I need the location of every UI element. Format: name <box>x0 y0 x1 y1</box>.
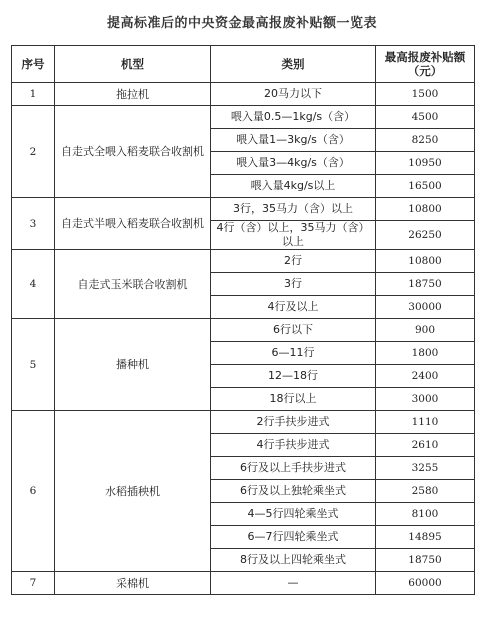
table-row <box>12 83 475 106</box>
category-cell: 6—7行四轮乘坐式 <box>211 526 376 549</box>
machine-cell: 采棉机 <box>55 572 211 595</box>
seq-cell: 2 <box>12 106 55 198</box>
category-cell: 12—18行 <box>211 365 376 388</box>
amount-cell: 2400 <box>376 365 475 388</box>
seq-cell: 3 <box>12 198 55 250</box>
amount-cell: 26250 <box>376 221 475 250</box>
seq-cell: 4 <box>12 250 55 319</box>
amount-cell: 2580 <box>376 480 475 503</box>
category-cell: 4行及以上 <box>211 296 376 319</box>
amount-cell: 900 <box>376 319 475 342</box>
category-cell: 3行 <box>211 273 376 296</box>
amount-cell: 3000 <box>376 388 475 411</box>
machine-cell: 水稻插秧机 <box>55 411 211 572</box>
category-cell: 8行及以上四轮乘坐式 <box>211 549 376 572</box>
table-title: 提高标准后的中央资金最高报废补贴额一览表 <box>106 16 377 31</box>
amount-cell: 10800 <box>376 250 475 273</box>
machine-cell: 拖拉机 <box>55 83 211 106</box>
table-row <box>12 250 475 273</box>
machine-cell: 自走式半喂入稻麦联合收割机 <box>55 198 211 250</box>
amount-cell: 2610 <box>376 434 475 457</box>
amount-cell: 4500 <box>376 106 475 129</box>
amount-cell: 18750 <box>376 549 475 572</box>
header-subsidy: 最高报废补贴额（元） <box>376 46 475 83</box>
amount-cell: 1500 <box>376 83 475 106</box>
amount-cell: 3255 <box>376 457 475 480</box>
amount-cell: 10950 <box>376 152 475 175</box>
header-category: 类别 <box>211 46 376 83</box>
table-row <box>12 198 475 221</box>
table-body <box>12 83 475 595</box>
amount-cell: 30000 <box>376 296 475 319</box>
table-row <box>12 411 475 434</box>
category-cell: 4—5行四轮乘坐式 <box>211 503 376 526</box>
category-cell: 喂入量4kg/s以上 <box>211 175 376 198</box>
category-cell: 18行以上 <box>211 388 376 411</box>
amount-cell: 10800 <box>376 198 475 221</box>
amount-cell: 1110 <box>376 411 475 434</box>
amount-cell: 1800 <box>376 342 475 365</box>
header-seq: 序号 <box>12 46 55 83</box>
category-cell: 4行手扶步进式 <box>211 434 376 457</box>
amount-cell: 8100 <box>376 503 475 526</box>
machine-cell: 自走式玉米联合收割机 <box>55 250 211 319</box>
table-row <box>12 106 475 129</box>
amount-cell: 8250 <box>376 129 475 152</box>
amount-cell: 18750 <box>376 273 475 296</box>
category-cell: 6行及以上手扶步进式 <box>211 457 376 480</box>
seq-cell: 5 <box>12 319 55 411</box>
table-row <box>12 572 475 595</box>
header-row <box>12 46 475 83</box>
seq-cell: 7 <box>12 572 55 595</box>
category-cell: 2行 <box>211 250 376 273</box>
category-cell: — <box>211 572 376 595</box>
category-cell: 4行（含）以上，35马力（含）以上 <box>211 221 376 250</box>
amount-cell: 60000 <box>376 572 475 595</box>
amount-cell: 14895 <box>376 526 475 549</box>
header-machine: 机型 <box>55 46 211 83</box>
category-cell: 20马力以下 <box>211 83 376 106</box>
category-cell: 2行手扶步进式 <box>211 411 376 434</box>
seq-cell: 6 <box>12 411 55 572</box>
category-cell: 6行及以上独轮乘坐式 <box>211 480 376 503</box>
amount-cell: 16500 <box>376 175 475 198</box>
category-cell: 喂入量1—3kg/s（含） <box>211 129 376 152</box>
subsidy-table <box>11 45 475 595</box>
category-cell: 3行，35马力（含）以上 <box>211 198 376 221</box>
machine-cell: 播种机 <box>55 319 211 411</box>
machine-cell: 自走式全喂入稻麦联合收割机 <box>55 106 211 198</box>
seq-cell: 1 <box>12 83 55 106</box>
table-row <box>12 319 475 342</box>
category-cell: 6—11行 <box>211 342 376 365</box>
category-cell: 6行以下 <box>211 319 376 342</box>
category-cell: 喂入量0.5—1kg/s（含） <box>211 106 376 129</box>
category-cell: 喂入量3—4kg/s（含） <box>211 152 376 175</box>
